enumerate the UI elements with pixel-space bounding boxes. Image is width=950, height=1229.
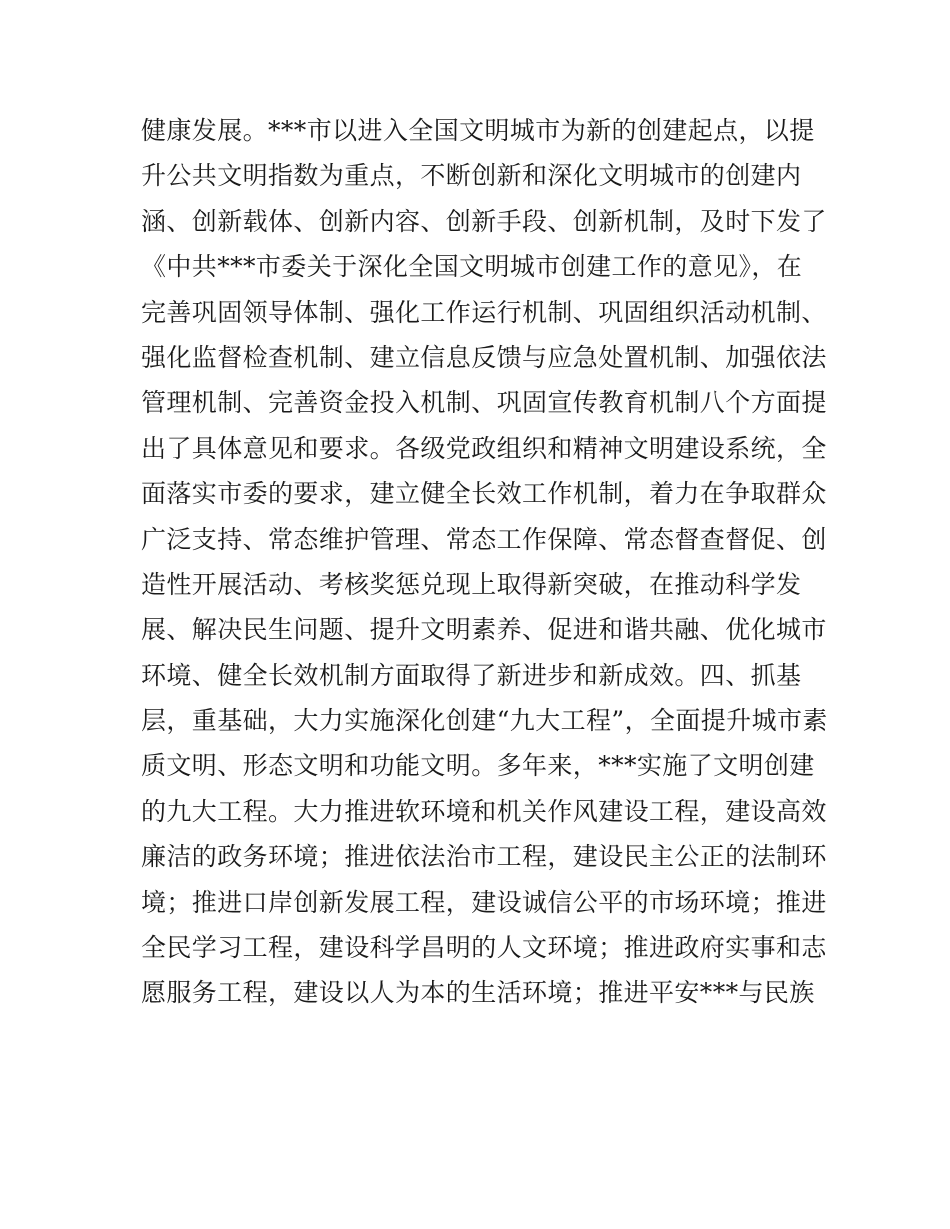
- text-line: 环境、健全长效机制方面取得了新进步和新成效。四、抓基: [141, 660, 802, 690]
- text-line: 展、解决民生问题、提升文明素养、促进和谐共融、优化城市: [141, 615, 827, 645]
- text-line: 广泛支持、常态维护管理、常态工作保障、常态督查督促、创: [141, 524, 827, 554]
- text-line: 的九大工程。大力推进软环境和机关作风建设工程，建设高效: [141, 796, 827, 826]
- text-line: 强化监督检查机制、建立信息反馈与应急处置机制、加强依法: [141, 342, 827, 372]
- text-line: 廉洁的政务环境；推进依法治市工程，建设民主公正的法制环: [141, 842, 827, 872]
- text-line: 全民学习工程，建设科学昌明的人文环境；推进政府实事和志: [141, 933, 827, 963]
- text-line: 质文明、形态文明和功能文明。多年来，***实施了文明创建: [141, 751, 815, 781]
- text-line: 出了具体意见和要求。各级党政组织和精神文明建设系统，全: [141, 433, 827, 463]
- text-line: 《中共***市委关于深化全国文明城市创建工作的意见》，在: [141, 252, 803, 282]
- text-line: 完善巩固领导体制、强化工作运行机制、巩固组织活动机制、: [141, 297, 827, 327]
- text-line: 愿服务工程，建设以人为本的生活环境；推进平安***与民族: [141, 978, 815, 1008]
- text-line: 境；推进口岸创新发展工程，建设诚信公平的市场环境；推进: [141, 887, 827, 917]
- text-line: 造性开展活动、考核奖惩兑现上取得新突破，在推动科学发: [141, 569, 802, 599]
- text-line: 升公共文明指数为重点，不断创新和深化文明城市的创建内: [141, 161, 802, 191]
- text-line: 健康发展。***市以进入全国文明城市为新的创建起点，以提: [141, 116, 815, 145]
- text-line: 面落实市委的要求，建立健全长效工作机制，着力在争取群众: [141, 479, 827, 509]
- text-line: 管理机制、完善资金投入机制、巩固宣传教育机制八个方面提: [141, 388, 827, 418]
- body-text: [141, 108, 828, 1016]
- text-line: 涵、创新载体、创新内容、创新手段、创新机制，及时下发了: [141, 206, 827, 236]
- text-line: 层，重基础，大力实施深化创建“九大工程”，全面提升城市素: [141, 706, 828, 736]
